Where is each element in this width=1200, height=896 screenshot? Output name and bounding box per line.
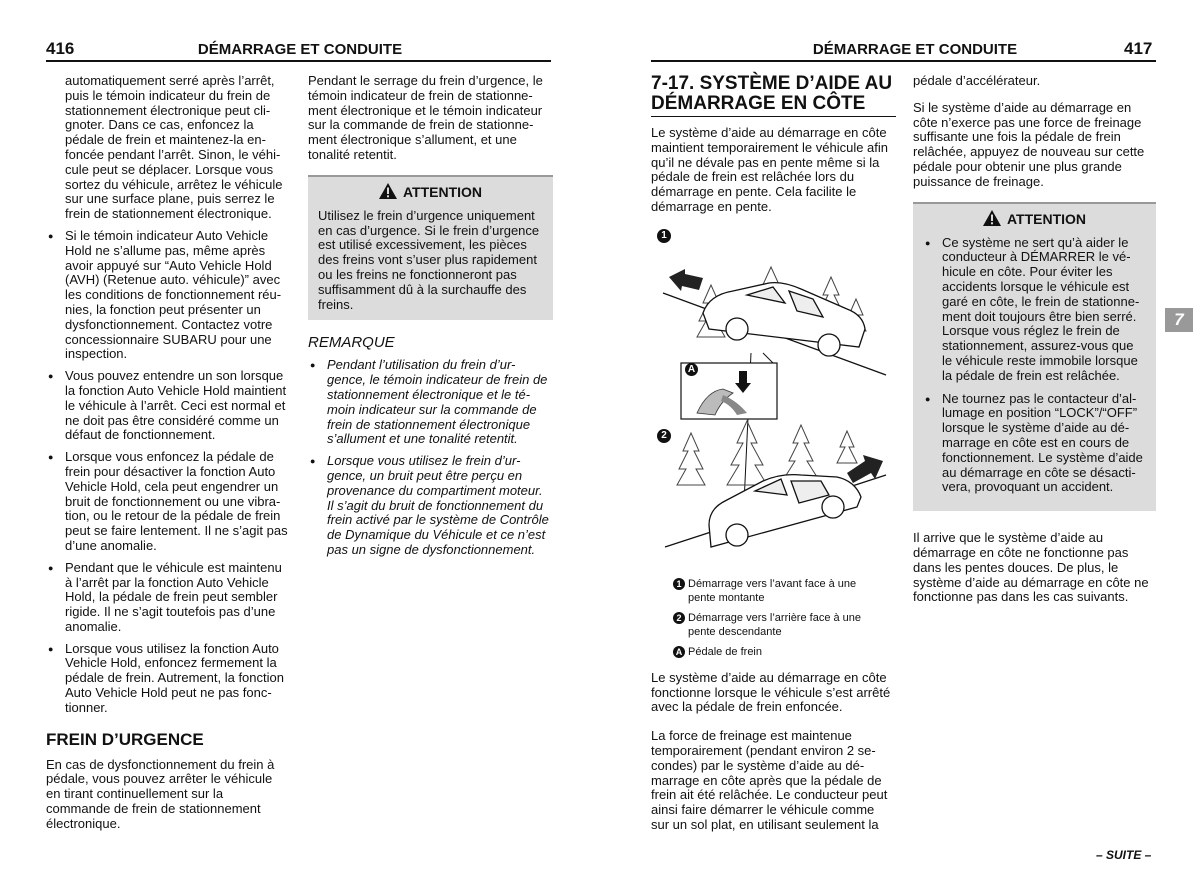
backward-arrow-icon — [847, 455, 883, 483]
text-line: gence, le témoin indicateur de frein de — [327, 372, 548, 388]
avh-bullet-list — [46, 229, 291, 716]
text-line: ● Lorsque vous utilisez le frein d’ur- — [327, 453, 521, 469]
left-header-rule — [46, 60, 551, 62]
text-line: défaut de fonctionnement. — [65, 427, 216, 443]
text-line: Auto Vehicle Hold peut ne pas fonc- — [65, 685, 272, 701]
right-header-rule — [651, 60, 1156, 62]
list-item — [308, 454, 553, 558]
text-line: suffisamment dû à la surchauffe des — [318, 281, 527, 297]
right-page-number: 417 — [1124, 39, 1153, 58]
text-line: la fonction Auto Vehicle Hold maintient — [65, 382, 287, 398]
text-line: sortez du véhicule, arrêtez le véhicule — [65, 176, 283, 192]
forward-arrow-icon — [669, 269, 703, 291]
text-line: Hold, la pédale de frein peut sembler — [65, 589, 278, 605]
left-column-2 — [308, 74, 553, 565]
attention-header — [308, 177, 553, 207]
text-line: pédale pour obtenir une plus grande — [913, 158, 1122, 174]
text-line: foncée pendant l’arrêt. Sinon, le véhi- — [65, 146, 281, 162]
text-line: qu’il ne dévale pas en pente même si la — [651, 154, 880, 170]
text-line: nies, la fonction peut présenter un — [65, 301, 261, 317]
text-line: cule peut se déplacer. Lorsque vous — [65, 161, 274, 177]
text-line: tonalité retentit. — [308, 146, 397, 162]
list-item — [923, 392, 1146, 496]
text-line: maintient temporairement le véhicule afin — [651, 139, 889, 155]
text-line: Démarrage vers l’avant face à une — [688, 577, 857, 590]
attention-label: ATTENTION — [1006, 210, 1087, 227]
list-item — [46, 561, 291, 635]
text-line: fonctionne lorsque le véhicule s’est arrêté — [651, 684, 891, 700]
attention-box-left — [308, 175, 553, 321]
text-line: stationnement, assurez-vous que — [942, 338, 1134, 354]
text-line: accidents lorsque le véhicule est — [942, 278, 1130, 294]
warning-triangle-icon — [983, 210, 1001, 230]
text-line: pédale de frein et maintenez-la en- — [65, 132, 266, 148]
legend-row — [673, 611, 896, 639]
list-item — [923, 236, 1146, 384]
legend-text — [688, 577, 896, 605]
text-line: inspection. — [65, 346, 128, 362]
intro-paragraph — [46, 74, 291, 222]
list-item — [46, 229, 291, 362]
text-line: automatiquement serré après l’arrêt, — [65, 73, 275, 88]
text-line: ● Lorsque vous enfoncez la pédale de — [65, 449, 274, 465]
text-line: anomalie. — [65, 618, 122, 634]
attention-bullet-list — [923, 236, 1146, 496]
text-line: fonctionnement. Le système d’aide — [942, 449, 1143, 465]
text-line: lumage en position “LOCK”/“OFF” — [942, 405, 1138, 421]
text-line: de Dynamique du Véhicule et ce n’est — [327, 527, 546, 543]
text-line: conducteur à DÉMARRER le vé- — [942, 249, 1131, 265]
text-line: (AVH) (Retenue auto. véhicule)” avec — [65, 272, 281, 288]
text-line: sur un sol plat, en utilisant seulement la — [651, 816, 879, 832]
text-line: dysfonctionnement. Contactez votre — [65, 316, 273, 332]
text-line: en tirant continuellement sur la — [46, 786, 224, 802]
text-line: Vehicle Hold, enfoncez fermement la — [65, 655, 277, 671]
text-line: ainsi faire démarrer le véhicule comme — [651, 802, 875, 818]
text-line: pente montante — [688, 591, 765, 604]
legend-marker: A — [673, 646, 685, 658]
text-line: puis le témoin indicateur du frein de — [65, 87, 271, 103]
text-line: Hold ne s’allume pas, même après — [65, 242, 266, 258]
text-line: les conditions de fonctionnement réu- — [65, 287, 282, 303]
figure-legend — [673, 577, 896, 659]
text-line: peut se faire lentement. Il ne s’agit pas — [65, 523, 288, 539]
text-line: démarrage en côte ne fonctionne pas — [913, 544, 1129, 560]
right-running-title: DÉMARRAGE ET CONDUITE — [812, 41, 1018, 58]
text-line: témoin indicateur de frein de stationne- — [308, 87, 533, 103]
attention-body — [913, 234, 1156, 512]
text-line: ● Ce système ne sert qu’à aider le — [942, 234, 1129, 250]
text-line: Démarrage vers l’arrière face à une — [688, 611, 862, 624]
text-line: à l’arrêt par la fonction Auto Vehicle — [65, 574, 269, 590]
text-line: d’une anomalie. — [65, 537, 157, 553]
legend-text — [688, 645, 896, 659]
text-line: hicule en côte. Pour éviter les — [942, 264, 1113, 280]
text-line: gence, un bruit peut être perçu en — [327, 467, 523, 483]
list-item — [46, 369, 291, 443]
text-line: marrage en côte est en cours de — [942, 434, 1130, 450]
text-line: Lorsque vous réglez le frein de — [942, 323, 1120, 339]
text-line: Le système d’aide au démarrage en côte — [651, 125, 887, 140]
text-line: dans les pentes douces. De plus, le — [913, 559, 1119, 575]
text-line: ● Lorsque vous utilisez la fonction Auto — [65, 640, 279, 656]
left-page-number: 416 — [46, 39, 75, 58]
text-line: garé en côte, le frein de stationne- — [942, 293, 1140, 309]
text-line: puissance de freinage. — [913, 173, 1044, 189]
text-line: vera, provoquant un accident. — [942, 479, 1114, 495]
text-line: commande de frein de stationnement — [46, 801, 261, 817]
text-line: en cas d’urgence. Si le frein d’urgence — [318, 222, 540, 238]
text-line: marrage en côte après que la pédale de — [651, 772, 882, 788]
text-line: électronique. — [46, 815, 121, 831]
text-line: le véhicule à l’arrêt. Ceci est normal et — [65, 397, 286, 413]
text-line: avoir appuyé sur “Auto Vehicle Hold — [65, 257, 272, 273]
text-line: la pédale de frein est relâchée. — [942, 367, 1120, 383]
text-line: sur une surface plane, puis serrez le — [65, 191, 275, 207]
figure-marker-2: 2 — [657, 429, 671, 443]
right-column-1 — [651, 74, 896, 847]
text-line: pédale d’accélérateur. — [913, 73, 1041, 88]
text-line: frein pour désactiver la fonction Auto — [65, 463, 276, 479]
text-line: frein de stationnement électronique. — [65, 206, 272, 222]
text-line: rigide. Il ne s’agit toutefois pas d’une — [65, 604, 276, 620]
text-line: ● Ne tournez pas le contacteur d’al- — [942, 390, 1137, 406]
text-line: côte n’exerce pas une force de freinage — [913, 114, 1142, 130]
text-line: moin indicateur sur la commande de — [327, 401, 537, 417]
legend-row — [673, 645, 896, 659]
gentle-slope-paragraph — [913, 531, 1156, 605]
text-line: pédale, vous pouvez arrêter le véhicule — [46, 771, 273, 787]
braking-force-paragraph — [651, 729, 896, 833]
car-uphill-icon — [703, 282, 865, 355]
accelerator-continuation — [913, 74, 1156, 89]
text-line: tionner. — [65, 699, 108, 715]
emergency-brake-indicator-paragraph — [308, 74, 553, 163]
hill-start-intro-paragraph — [651, 126, 896, 215]
text-line: DÉMARRAGE EN CÔTE — [651, 93, 866, 114]
text-line: provenance du compartiment moteur. — [327, 482, 543, 498]
figure-marker-1: 1 — [657, 229, 671, 243]
chapter-tab[interactable]: 7 — [1165, 308, 1193, 332]
text-line: ● Pendant l’utilisation du frein d’ur- — [327, 357, 516, 373]
continued-label: – SUITE – — [1096, 848, 1152, 862]
text-line: tion, ou le retour de la pédale de frein — [65, 508, 281, 524]
text-line: pédale de frein est relâchée lors du — [651, 169, 855, 185]
left-column-1 — [46, 74, 291, 846]
text-line: temporairement (pendant environ 2 se- — [651, 742, 876, 758]
operation-paragraph — [651, 671, 896, 715]
text-line: La force de freinage est maintenue — [651, 728, 852, 744]
text-line: stationnement électronique peut cli- — [65, 102, 271, 118]
attention-header — [913, 204, 1156, 234]
hill-start-illustration — [651, 225, 891, 565]
text-line: ment électronique s’allument, et une — [308, 132, 517, 148]
text-line: ne doit pas être considéré comme un — [65, 412, 279, 428]
left-running-title: DÉMARRAGE ET CONDUITE — [197, 41, 403, 58]
text-line: bruit de fonctionnement ou une vibra- — [65, 493, 281, 509]
text-line: le véhicule reste immobile lorsque — [942, 352, 1138, 368]
emergency-brake-heading: FREIN D’URGENCE — [46, 729, 204, 749]
right-column-2 — [913, 74, 1156, 619]
legend-text — [688, 611, 896, 639]
remark-title: REMARQUE — [308, 334, 395, 352]
text-line: s’allument et une tonalité retentit. — [327, 431, 518, 447]
intro-paragraph-lines — [65, 74, 291, 222]
attention-body — [308, 207, 553, 321]
text-line: ment doit toujours être bien serré. — [942, 308, 1137, 324]
text-line: avec la pédale de frein enfoncée. — [651, 699, 843, 715]
text-line: est utilisé excessivement, les pièces — [318, 237, 527, 253]
text-line: Il arrive que le système d’aide au — [913, 530, 1104, 546]
text-line: Utilisez le frein d’urgence uniquement — [318, 207, 535, 223]
legend-marker: 2 — [673, 612, 685, 624]
text-line: gnoter. Dans ce cas, enfoncez la — [65, 117, 254, 133]
text-line: condes) par le système d’aide au dé- — [651, 757, 865, 773]
section-title — [651, 74, 896, 117]
text-line: Pédale de frein — [688, 645, 762, 658]
text-line: Si le système d’aide au démarrage en — [913, 99, 1132, 115]
text-line: au démarrage en côte se désacti- — [942, 464, 1136, 480]
text-line: fonctionne pas dans les cas suivants. — [913, 589, 1129, 605]
attention-label: ATTENTION — [402, 183, 483, 200]
text-line: stationnement électronique et le té- — [327, 386, 531, 402]
list-item — [46, 450, 291, 554]
text-line: Vehicle Hold, cela peut engendrer un — [65, 478, 279, 494]
attention-box-right — [913, 202, 1156, 512]
text-line: pente descendante — [688, 625, 782, 638]
text-line: ● Si le témoin indicateur Auto Vehicle — [65, 227, 269, 243]
text-line: 7-17. SYSTÈME D’AIDE AU — [651, 73, 893, 94]
text-line: ment électronique et le témoin indicateur — [308, 102, 543, 118]
text-line: démarrage en pente. — [651, 198, 772, 214]
text-line: sur la commande de frein de stationne- — [308, 117, 534, 133]
insufficient-force-paragraph — [913, 101, 1156, 190]
remark-section — [308, 334, 553, 557]
legend-marker: 1 — [673, 578, 685, 590]
figure-marker-A: A — [685, 363, 698, 376]
text-line: pas un signe de dysfonctionnement. — [327, 541, 536, 557]
remark-bullet-list — [308, 358, 553, 557]
text-line: démarrage en pente. Cela facilite le — [651, 184, 857, 200]
text-line: freins. — [318, 296, 354, 312]
list-item — [308, 358, 553, 447]
list-item — [46, 642, 291, 716]
emergency-brake-paragraph — [46, 758, 291, 832]
hill-start-figure — [651, 225, 891, 565]
text-line: ● Pendant que le véhicule est maintenu — [65, 559, 282, 575]
text-line: lorsque le système d’aide au dé- — [942, 420, 1130, 436]
legend-row — [673, 577, 896, 605]
text-line: pédale de frein. Autrement, la fonction — [65, 670, 284, 686]
text-line: Pendant le serrage du frein d’urgence, le — [308, 73, 543, 88]
tree-icon-2 — [677, 421, 857, 485]
text-line: Le système d’aide au démarrage en côte — [651, 669, 887, 685]
text-line: ou les freins ne fonctionneront pas — [318, 266, 517, 282]
text-line: En cas de dysfonctionnement du frein à — [46, 756, 275, 772]
text-line: ● Vous pouvez entendre un son lorsque — [65, 368, 284, 384]
warning-triangle-icon — [379, 183, 397, 203]
text-line: relâchée, appuyez de nouveau sur cette — [913, 144, 1145, 160]
text-line: suffisante une fois la pédale de frein — [913, 129, 1121, 145]
text-line: système d’aide au démarrage en côte ne — [913, 574, 1149, 590]
text-line: frein ait été relâchée. Le conducteur peut — [651, 787, 888, 803]
text-line: des freins vont s’user plus rapidement — [318, 252, 537, 268]
text-line: frein activé par le système de Contrôle — [327, 512, 549, 528]
text-line: Il s’agit du bruit de fonctionnement du — [327, 497, 544, 513]
text-line: concessionnaire SUBARU pour une — [65, 331, 272, 347]
text-line: frein de stationnement électronique — [327, 416, 531, 432]
